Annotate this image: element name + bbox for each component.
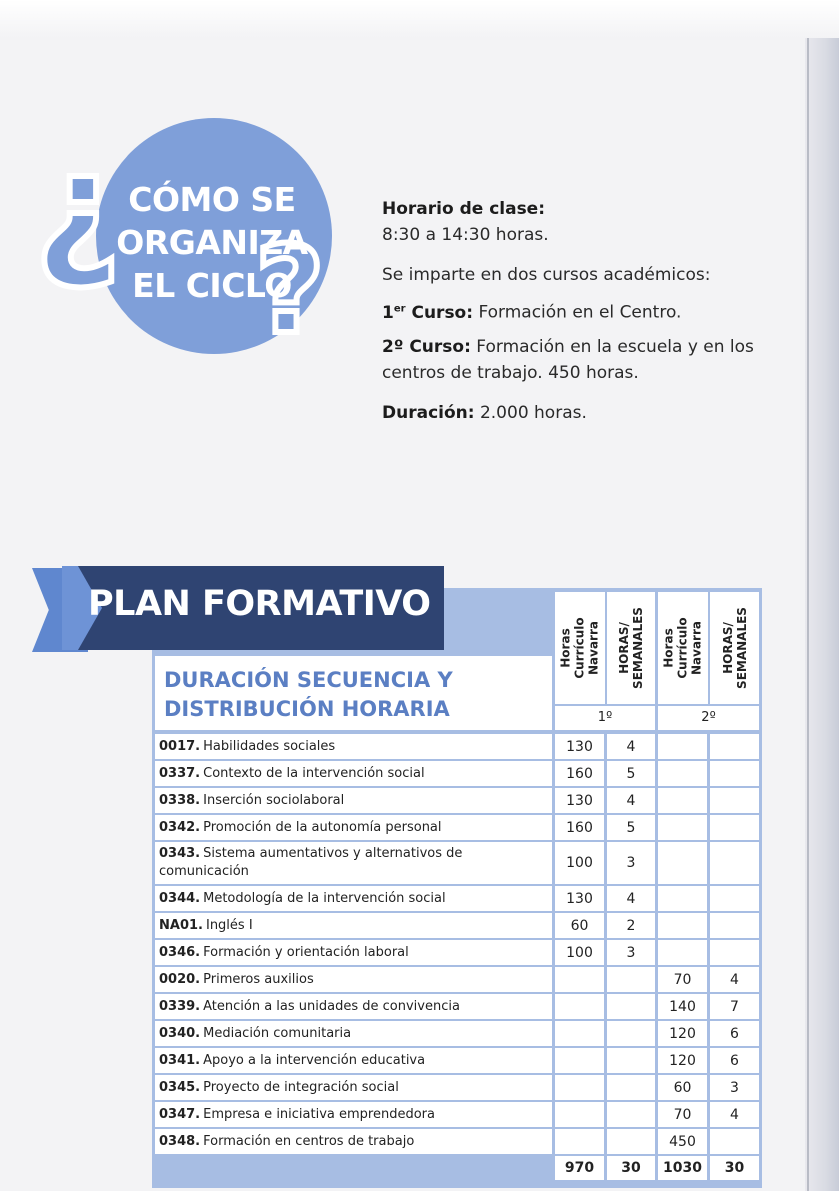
hours-cell-s1: 3 xyxy=(607,940,655,965)
duration-line xyxy=(382,400,762,426)
courses-intro: Se imparte en dos cursos académicos: xyxy=(382,265,711,285)
total-cell-h1: 970 xyxy=(555,1156,604,1180)
hours-cell-h2 xyxy=(658,761,707,786)
hours-cell-h1: 130 xyxy=(555,886,604,911)
hours-cell-s2: 6 xyxy=(710,1048,759,1073)
total-cell-s1: 30 xyxy=(607,1156,655,1180)
hours-cell-s2: 7 xyxy=(710,994,759,1019)
table-heading-line-1: DURACIÓN SECUENCIA Y xyxy=(164,668,453,692)
module-name-cell xyxy=(155,940,552,965)
hours-cell-h2 xyxy=(658,842,707,884)
module-name: Empresa e iniciativa emprendedora xyxy=(203,1106,435,1122)
hours-cell-h1 xyxy=(555,1048,604,1073)
hours-cell-h1: 130 xyxy=(555,788,604,813)
hours-cell-h1 xyxy=(555,967,604,992)
module-name: Sistema aumentativos y alternativos de comunicación xyxy=(159,846,463,879)
module-code: 0339. xyxy=(159,998,201,1014)
table-heading xyxy=(164,666,554,724)
course-2-line xyxy=(382,334,762,386)
module-code: 0346. xyxy=(159,944,201,960)
hours-cell-h2: 120 xyxy=(658,1021,707,1046)
table-row xyxy=(155,940,759,965)
course-1-line xyxy=(382,296,762,326)
hours-cell-h2: 60 xyxy=(658,1075,707,1100)
module-code: 0340. xyxy=(159,1025,201,1041)
module-name: Formación en centros de trabajo xyxy=(203,1133,415,1149)
hours-cell-s1: 3 xyxy=(607,842,655,884)
page-title xyxy=(106,178,318,307)
hours-cell-s1 xyxy=(607,1102,655,1127)
hours-cell-s2: 4 xyxy=(710,1102,759,1127)
hours-cell-s2: 4 xyxy=(710,967,759,992)
duration-label: Duración: xyxy=(382,402,475,423)
module-code: 0342. xyxy=(159,819,201,835)
module-name-cell xyxy=(155,734,552,759)
hours-cell-h2 xyxy=(658,815,707,840)
total-cell-s2: 30 xyxy=(710,1156,759,1180)
module-name: Promoción de la autonomía personal xyxy=(203,819,442,835)
hours-cell-h1: 130 xyxy=(555,734,604,759)
course-2-label: 2º Curso: xyxy=(382,336,471,357)
hours-cell-h1: 160 xyxy=(555,761,604,786)
hours-cell-s1: 4 xyxy=(607,886,655,911)
table-row xyxy=(155,886,759,911)
table-row xyxy=(155,734,759,759)
hours-cell-h2: 140 xyxy=(658,994,707,1019)
table-row xyxy=(155,1048,759,1073)
table-heading-line-2: DISTRIBUCIÓN HORARIA xyxy=(164,697,450,721)
hours-cell-h2: 120 xyxy=(658,1048,707,1073)
module-name-cell xyxy=(155,913,552,938)
totals-row xyxy=(155,1156,759,1180)
hours-cell-s1 xyxy=(607,1021,655,1046)
module-name: Habilidades sociales xyxy=(203,738,336,754)
hours-cell-s1 xyxy=(607,1075,655,1100)
module-name: Apoyo a la intervención educativa xyxy=(203,1052,426,1068)
scan-edge-line xyxy=(807,38,809,1191)
module-name-cell xyxy=(155,1048,552,1073)
open-question-mark: ¿ xyxy=(34,120,122,294)
col-header-weekly-2: HORAS/ SEMANALES xyxy=(710,592,759,704)
hours-cell-h2 xyxy=(658,913,707,938)
scan-edge-right xyxy=(805,38,839,1191)
hours-cell-s1 xyxy=(607,967,655,992)
table-row xyxy=(155,1129,759,1154)
hours-cell-s2 xyxy=(710,1129,759,1154)
col-header-weekly-1: HORAS/ SEMANALES xyxy=(607,592,655,704)
module-code: 0344. xyxy=(159,890,201,906)
course-info xyxy=(382,196,762,426)
table-row xyxy=(155,1021,759,1046)
module-code: 0343. xyxy=(159,846,201,861)
hours-cell-h1 xyxy=(555,994,604,1019)
module-name-cell xyxy=(155,1021,552,1046)
module-name-cell xyxy=(155,886,552,911)
hours-cell-h2 xyxy=(658,940,707,965)
course-1-text: Formación en el Centro. xyxy=(473,302,682,323)
totals-label-cell xyxy=(155,1156,552,1180)
hours-cell-h2: 70 xyxy=(658,967,707,992)
hours-cell-h2: 450 xyxy=(658,1129,707,1154)
module-name-cell xyxy=(155,842,552,884)
hours-cell-s2 xyxy=(710,734,759,759)
col-header-hours-2: Horas Currículo Navarra xyxy=(658,592,708,704)
module-name: Inglés I xyxy=(205,917,253,933)
module-name: Atención a las unidades de convivencia xyxy=(203,998,460,1014)
hours-cell-h1 xyxy=(555,1075,604,1100)
page-title-line-2: ORGANIZA xyxy=(116,223,308,262)
hours-cell-s2 xyxy=(710,788,759,813)
module-name-cell xyxy=(155,1129,552,1154)
hours-cell-h2 xyxy=(658,886,707,911)
col-header-hours-1: Horas Currículo Navarra xyxy=(555,592,605,704)
module-name-cell xyxy=(155,815,552,840)
module-code: 0345. xyxy=(159,1079,201,1095)
schedule-value: 8:30 a 14:30 horas. xyxy=(382,225,549,245)
table-row xyxy=(155,842,759,884)
module-name-cell xyxy=(155,761,552,786)
hours-cell-s2: 6 xyxy=(710,1021,759,1046)
hours-cell-s1: 4 xyxy=(607,788,655,813)
duration-value: 2.000 horas. xyxy=(474,402,587,423)
hours-cell-s1 xyxy=(607,994,655,1019)
module-code: NA01. xyxy=(159,917,203,933)
table-row xyxy=(155,788,759,813)
hours-cell-s2 xyxy=(710,913,759,938)
module-code: 0337. xyxy=(159,765,201,781)
schedule-label: Horario de clase: xyxy=(382,199,546,219)
module-name: Contexto de la intervención social xyxy=(203,765,425,781)
hours-cell-h1 xyxy=(555,1021,604,1046)
module-code: 0348. xyxy=(159,1133,201,1149)
total-cell-h2: 1030 xyxy=(658,1156,707,1180)
hours-cell-h2 xyxy=(658,788,707,813)
module-name: Mediación comunitaria xyxy=(203,1025,352,1041)
hours-cell-s1 xyxy=(607,1048,655,1073)
hours-cell-s1: 4 xyxy=(607,734,655,759)
plan-banner-title: PLAN FORMATIVO xyxy=(88,584,431,624)
hours-cell-h1: 100 xyxy=(555,842,604,884)
table-row xyxy=(155,994,759,1019)
hours-cell-s2 xyxy=(710,761,759,786)
module-name-cell xyxy=(155,788,552,813)
hours-cell-h2 xyxy=(658,734,707,759)
module-code: 0017. xyxy=(159,738,201,754)
hours-cell-s1: 2 xyxy=(607,913,655,938)
table-row xyxy=(155,1075,759,1100)
course-2-text: Formación en la escuela y en los centros de trabajo. 450 horas. xyxy=(382,336,754,383)
module-name: Inserción sociolaboral xyxy=(203,792,345,808)
course-header-2: 2º xyxy=(658,706,759,730)
hours-cell-s1 xyxy=(607,1129,655,1154)
hours-cell-h1: 100 xyxy=(555,940,604,965)
course-header-1: 1º xyxy=(555,706,655,730)
table-row xyxy=(155,761,759,786)
hours-cell-s1: 5 xyxy=(607,815,655,840)
table-row xyxy=(155,815,759,840)
module-name: Metodología de la intervención social xyxy=(203,890,446,906)
table-row xyxy=(155,1102,759,1127)
module-name: Proyecto de integración social xyxy=(203,1079,399,1095)
module-code: 0020. xyxy=(159,971,201,987)
course-1-label: 1er Curso: xyxy=(382,302,474,323)
hours-cell-h1 xyxy=(555,1129,604,1154)
module-name: Primeros auxilios xyxy=(203,971,314,987)
table-row xyxy=(155,913,759,938)
module-name: Formación y orientación laboral xyxy=(203,944,409,960)
module-name-cell xyxy=(155,967,552,992)
module-code: 0341. xyxy=(159,1052,201,1068)
table-row xyxy=(155,967,759,992)
hours-cell-h1 xyxy=(555,1102,604,1127)
page-title-line-3: EL CICLO xyxy=(132,266,292,305)
scan-edge-top xyxy=(0,0,839,38)
module-name-cell xyxy=(155,1102,552,1127)
hours-cell-h2: 70 xyxy=(658,1102,707,1127)
page-title-line-1: CÓMO SE xyxy=(128,180,296,219)
hours-cell-s2: 3 xyxy=(710,1075,759,1100)
hours-cell-s2 xyxy=(710,842,759,884)
module-code: 0347. xyxy=(159,1106,201,1122)
hours-cell-h1: 60 xyxy=(555,913,604,938)
hours-cell-s2 xyxy=(710,815,759,840)
hours-cell-s1: 5 xyxy=(607,761,655,786)
close-question-mark: ? xyxy=(255,222,325,361)
module-name-cell xyxy=(155,994,552,1019)
hours-cell-s2 xyxy=(710,940,759,965)
module-name-cell xyxy=(155,1075,552,1100)
module-code: 0338. xyxy=(159,792,201,808)
hours-cell-h1: 160 xyxy=(555,815,604,840)
hours-cell-s2 xyxy=(710,886,759,911)
